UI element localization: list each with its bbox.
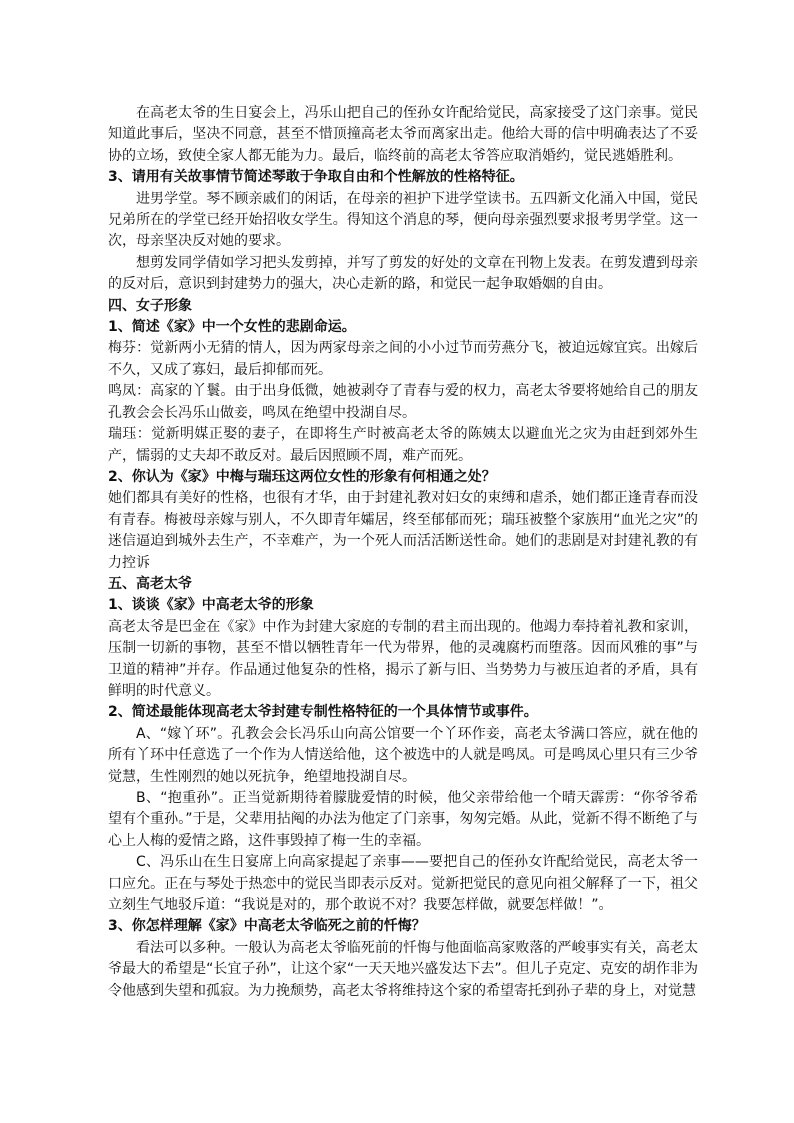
section-heading: 1、谈谈《家》中高老太爷的形象 (108, 597, 314, 614)
document-page (108, 103, 698, 1002)
section-heading: 3、请用有关故事情节简述琴敢于争取自由和个性解放的性格特征。 (108, 169, 524, 186)
body-paragraph: 想剪发同学倩如学习把头发剪掉，并写了剪发的好处的文章在刊物上发表。在剪发遭到母亲的反对后，意识到封建势力的强大，决心走新的路，和觉民一起争取婚姻的自由。 (108, 254, 698, 293)
section-heading: 五、高老太爷 (108, 575, 192, 592)
section-heading: 1、简述《家》中一个女性的悲剧命运。 (108, 319, 356, 336)
section-heading: 2、你认为《家》中梅与瑞珏这两位女性的形象有何相通之处？ (108, 468, 496, 485)
section-heading: 3、你怎样理解《家》中高老太爷临死之前的忏悔？ (108, 918, 426, 935)
body-paragraph: A、“嫁丫环”。孔教会会长冯乐山向高公馆要一个丫环作妾，高老太爷满口答应，就在他的所有丫环中任意选了一个作为人情送给他，这个被选中的人就是鸣凤。可是鸣凤心里只有三少爷觉慧，生性刚烈的她以死抗争，绝望地投湖自尽。 (108, 725, 698, 785)
body-paragraph: 梅芬：觉新两小无猜的情人，因为两家母亲之间的小小过节而劳燕分飞，被迫远嫁宜宾。出嫁后不久，又成了寡妇，最后抑郁而死。 (108, 340, 698, 378)
body-paragraph: 鸣凤：高家的丫鬟。由于出身低微，她被剥夺了青春与爱的权力，高老太爷要将她给自己的朋友孔教会会长冯乐山做妾，鸣凤在绝望中投湖自尽。 (108, 383, 698, 421)
body-paragraph: 在高老太爷的生日宴会上，冯乐山把自己的侄孙女许配给觉民，高家接受了这门亲事。觉民知道此事后，坚决不同意，甚至不惜顶撞高老太爷而离家出走。他给大哥的信中明确表达了不妥协的立场，致使全家人都无能为力。最后，临终前的高老太爷答应取消婚约，觉民逃婚胜利。 (108, 105, 698, 164)
body-paragraph: B、“抱重孙”。正当觉新期待着朦胧爱情的时候，他父亲带给他一个晴天霹雳：“你爷爷希望有个重孙。”于是，父辈用拈阄的办法为他定了门亲事，匆匆完婚。从此，觉新不得不断绝了与心上人梅的爱情之路，这件事毁掉了梅一生的幸福。 (108, 790, 698, 849)
body-paragraph: 进男学堂。琴不顾亲戚们的闲话，在母亲的袒护下进学堂读书。五四新文化涌入中国，觉民兄弟所在的学堂已经开始招收女学生。得知这个消息的琴，便向母亲强烈要求报考男学堂。这一次，母亲坚决反对她的要求。 (108, 190, 698, 250)
section-heading: 2、简述最能体现高老太爷封建专制性格特征的一个具体情节或事件。 (108, 704, 538, 721)
body-paragraph: 看法可以多种。一般认为高老太爷临死前的忏悔与他面临高家败落的严峻事实有关，高老太爷最大的希望是“长宜子孙”，让这个家“一天天地兴盛发达下去”。但儿子克定、克安的胡作非为令他感到失望和孤寂。为力挽颓势，高老太爷将维持这个家的希望寄托到孙子辈的身上，对觉慧 (108, 939, 698, 999)
body-paragraph: 瑞珏：觉新明媒正娶的妻子，在即将生产时被高老太爷的陈姨太以避血光之灾为由赶到郊外生产，懦弱的丈夫却不敢反对。最后因照顾不周，难产而死。 (108, 426, 698, 464)
section-heading: 四、女子形象 (108, 297, 192, 314)
body-paragraph: 她们都具有美好的性格，也很有才华，由于封建礼教对妇女的束缚和虐杀，她们都正逢青春而没有青春。梅被母亲嫁与别人，不久即青年孀居，终至郁郁而死；瑞珏被整个家族用“血光之灾”的迷信逼迫到城外去生产，不幸难产，为一个死人而活活断送性命。她们的悲剧是对封建礼教的有力控诉 (108, 490, 698, 571)
body-paragraph: C、冯乐山在生日宴席上向高家提起了亲事——要把自己的侄孙女许配给觉民，高老太爷一口应允。正在与琴处于热恋中的觉民当即表示反对。觉新把觉民的意见向祖父解释了一下，祖父立刻生气地驳斥道：“我说是对的，那个敢说不对？我要怎样做，就要怎样做！”。 (108, 854, 698, 914)
body-paragraph: 高老太爷是巴金在《家》中作为封建大家庭的专制的君主而出现的。他竭力奉持着礼教和家训，压制一切新的事物，甚至不惜以牺牲青年一代为带界，他的灵魂腐朽而堕落。因而风雅的事”与卫道的精神”并存。作品通过他复杂的性格，揭示了新与旧、当势势力与被压迫者的矛盾，具有鲜明的时代意义。 (108, 618, 698, 699)
